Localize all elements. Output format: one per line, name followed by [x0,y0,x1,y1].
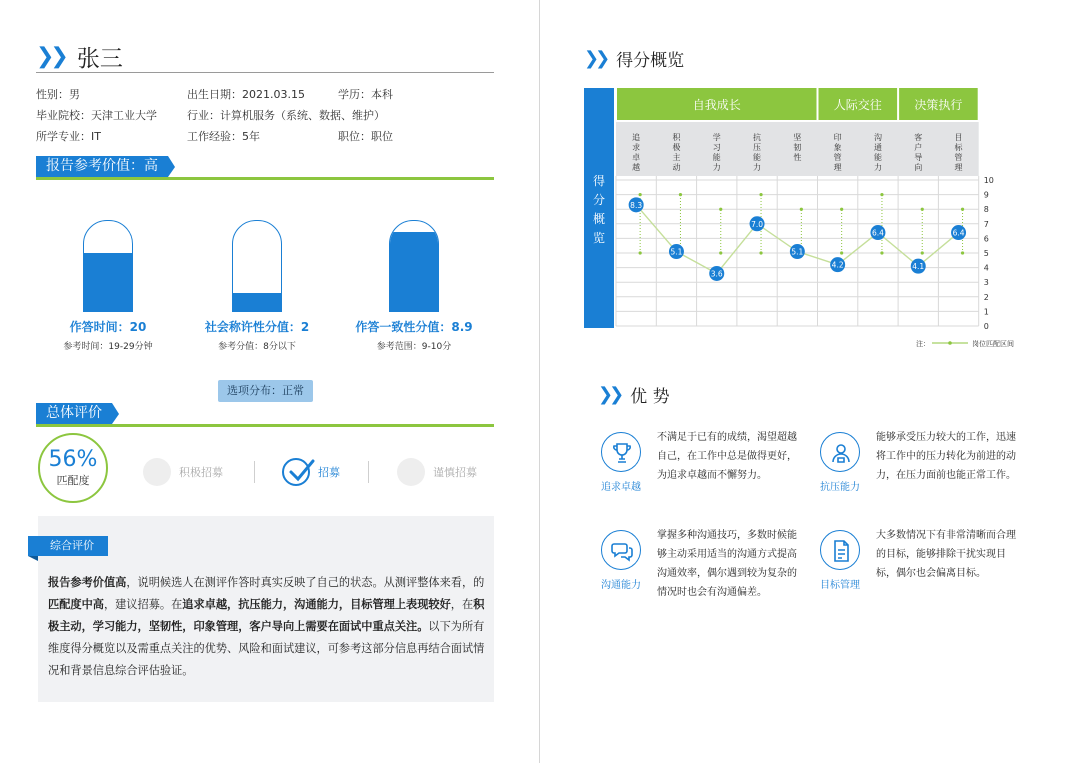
chart-category-label-char: 越 [632,163,641,172]
chart-match-range-low [639,251,642,254]
advantage-desc: 掌握多种沟通技巧，多数时候能够主动采用适当的沟通方式提高沟通效率，偶尔遇到较为复杂的情况时也会有沟通偏差。 [657,530,797,598]
match-label: 匹配度 [56,474,90,487]
chart-match-range-high [880,193,883,196]
gauge-reference: 参考分值：8分以下 [218,342,296,352]
advantage-item [804,432,1024,512]
chart-y-tick-label: 2 [983,292,989,302]
chart-y-tick-label: 9 [983,190,989,200]
chart-data-label: 5.1 [670,247,683,257]
chart-category-label-char: 沟 [873,133,882,142]
unselected-circle-icon [397,458,425,486]
rec-option-label: 招募 [318,466,340,479]
person-icon [820,432,860,472]
chart-data-label: 6.4 [871,228,884,238]
gauge-fill [233,293,281,311]
gauge-answer-time [33,220,183,352]
chart-y-tick-label: 10 [983,176,994,185]
unselected-circle-icon [143,458,171,486]
chart-match-range-high [800,208,803,211]
chart-category-label-char: 极 [672,143,681,152]
advantage-name: 目标管理 [820,580,860,591]
summary-segment: ，说明候选人在测评作答时真实反映了自己的状态。从测评整体来看，的 [126,576,485,589]
chart-match-range-high [921,208,924,211]
chart-data-label: 3.6 [710,269,723,279]
chart-side-panel [584,88,614,328]
advantage-item [585,432,805,512]
chart-category-label-char: 压 [753,143,762,152]
chart-category-label-char: 力 [873,163,882,172]
chart-match-range-high [759,193,762,196]
advantage-name: 抗压能力 [820,482,860,493]
match-score-circle [38,433,108,503]
chart-category-label-char: 韧 [793,143,802,152]
chart-y-tick-label: 4 [983,263,989,273]
advantage-desc: 能够承受压力较大的工作，迅速将工作中的压力转化为前进的动力，在压力面前也能正常工作。 [876,432,1016,481]
chevron-right-icon: ❯❯ [598,384,621,405]
document-icon [820,530,860,570]
advantage-item [804,530,1024,610]
rec-option-label: 积极招募 [179,466,223,479]
chart-y-tick-label: 5 [983,249,989,258]
chart-category-label-char: 管 [833,153,842,162]
chart-side-label-char: 览 [592,231,606,245]
info-major: 所学专业：IT [36,129,101,143]
chart-category-label-char: 象 [833,143,842,152]
chart-category-label-char: 学 [712,133,721,142]
chart-category-label-char: 管 [954,153,963,162]
summary-segment: ，建议招募。在 [103,598,183,611]
chart-match-range-low [840,251,843,254]
gauge-fill [84,253,132,312]
summary-text [48,572,486,682]
chart-category-label-char: 抗 [753,133,762,142]
chart-legend-dot [948,341,952,345]
advantage-item [585,530,805,610]
report-value-title: 报告参考价值：高 [36,156,168,177]
summary-segment: 以下为所有维度得分概览以及需重点关注的优势、风险和面试建议，可参考这部分信息再结合面试情况和背景信息综合评估验证。 [48,620,485,677]
gauge-label: 作答一致性分值：8.9 [355,320,473,334]
report-value-header [36,156,494,180]
page-divider [539,0,540,763]
advantages-title: 优 势 [630,387,670,407]
chart-group-label: 人际交往 [833,98,882,112]
match-percent: 56% [48,447,98,472]
chart-match-range-high [679,193,682,196]
summary-tag: 综合评价 [28,536,108,556]
info-school: 毕业院校：天津工业大学 [36,108,157,122]
chart-match-range-low [880,251,883,254]
gauge-reference: 参考范围：9-10分 [376,342,452,352]
score-chart-svg [584,88,1024,353]
info-birth: 出生日期：2021.03.15 [187,87,305,101]
chart-side-label-char: 分 [592,193,606,207]
chart-category-label-char: 动 [672,163,681,172]
overall-eval-title: 总体评价 [36,403,112,424]
chart-category-label-char: 印 [833,133,842,142]
chart-category-label-char: 理 [833,163,842,172]
gauge-consistency [339,220,489,352]
rec-option-label: 谨慎招募 [433,466,477,479]
chart-y-tick-label: 1 [983,307,989,317]
score-chart [584,88,1024,353]
gauge-reference: 参考时间：19-29分钟 [63,342,153,352]
separator [254,461,255,483]
summary-box [38,516,494,702]
chart-category-label-char: 能 [753,153,762,162]
rec-option-selected[interactable] [282,457,340,487]
info-education: 学历：本科 [338,87,393,101]
candidate-header [36,40,494,73]
candidate-info [36,83,496,146]
chart-y-tick-label: 3 [983,278,989,288]
gauge-label: 作答时间：20 [69,320,147,334]
chart-match-range-high [961,208,964,211]
advantage-name: 追求卓越 [601,482,641,493]
chart-category-label-char: 标 [954,143,963,152]
summary-segment: 积极主动，学习能力，坚韧性，印象管理，客户导向上需要在面试中重点关注。 [48,598,485,633]
chart-category-label-char: 积 [672,133,681,142]
chart-category-label-char: 能 [873,153,882,162]
gauge-tube [232,220,282,312]
advantage-name: 沟通能力 [601,580,641,591]
chart-category-label-char: 力 [753,163,762,172]
chart-category-label-char: 客 [914,133,923,142]
chart-match-range-high [840,208,843,211]
chart-category-label-char: 通 [873,143,882,152]
overall-eval-header [36,403,494,427]
chart-data-label: 5.1 [791,247,804,257]
chart-category-label-char: 向 [914,163,923,172]
info-gender: 性别：男 [36,87,80,101]
advantages-header [598,382,670,407]
summary-segment: ，在 [450,598,474,611]
summary-segment: 匹配度中高 [48,598,104,611]
chart-series-line [636,205,958,274]
chart-category-label-char: 坚 [793,133,802,142]
chart-group-label: 决策执行 [914,98,963,112]
summary-segment: 追求卓越，抗压能力，沟通能力，目标管理上表现较好 [182,598,451,611]
trophy-icon [601,432,641,472]
rec-option-cautious[interactable] [397,457,477,487]
chart-y-tick-label: 7 [983,219,989,229]
info-industry: 行业：计算机服务（系统、数据、维护） [187,108,385,122]
advantage-desc: 大多数情况下有非常清晰而合理的目标，能够排除干扰实现目标，偶尔也会偏离目标。 [876,530,1016,579]
info-position: 职位：职位 [338,129,393,143]
chevron-right-icon: ❯❯ [584,48,607,69]
score-overview-title: 得分概览 [616,51,685,71]
chart-category-label-char: 理 [954,163,963,172]
option-distribution-badge: 选项分布：正常 [218,380,313,402]
chevron-right-icon: ❯❯ [36,43,65,69]
chart-legend-label: 岗位匹配区间 [972,340,1014,348]
candidate-name: 张三 [76,45,123,72]
info-experience: 工作经验：5年 [187,129,260,143]
chart-y-tick-label: 6 [983,234,989,244]
gauge-tube [389,220,439,312]
score-overview-header [584,46,684,71]
chart-data-label: 6.4 [952,228,965,238]
chart-legend-note: 注： [916,340,930,348]
chart-category-label-char: 性 [793,153,802,162]
summary-segment: 报告参考价值高 [48,576,127,589]
chart-data-label: 4.1 [912,262,925,272]
chart-match-range-high [719,208,722,211]
chart-category-label-char: 卓 [632,153,641,162]
checkmark-icon [282,458,310,486]
chart-category-label-char: 导 [914,153,923,162]
chart-category-label-char: 习 [712,143,721,152]
chart-side-label-char: 概 [592,212,606,226]
chart-match-range-low [921,251,924,254]
chart-data-label: 4.2 [831,260,844,270]
chart-data-label: 8.3 [630,200,643,210]
chart-match-range-high [639,193,642,196]
chart-category-label-char: 户 [914,143,923,152]
gauge-fill [390,232,438,311]
chart-category-label-char: 目 [954,133,963,142]
gauge-social-desirability [182,220,332,352]
separator [368,461,369,483]
chart-category-label-char: 主 [672,153,681,162]
chart-y-tick-label: 0 [983,322,989,331]
chart-match-range-low [759,251,762,254]
chart-category-label-char: 能 [712,153,721,162]
gauge-label: 社会称许性分值：2 [204,320,310,334]
chat-icon [601,530,641,570]
chart-side-label-char: 得 [592,174,606,188]
chart-category-label-char: 追 [632,133,641,142]
gauge-tube [83,220,133,312]
advantage-desc: 不满足于已有的成绩，渴望超越自己，在工作中总是做得更好，为追求卓越而不懈努力。 [657,432,797,481]
chart-category-label-char: 求 [632,143,641,152]
chart-category-label-char: 力 [712,163,721,172]
chart-match-range-low [719,251,722,254]
chart-group-label: 自我成长 [692,98,741,112]
chart-y-tick-label: 8 [983,205,989,215]
chart-match-range-low [961,251,964,254]
rec-option-active[interactable] [143,457,223,487]
chart-data-label: 7.0 [751,219,764,229]
